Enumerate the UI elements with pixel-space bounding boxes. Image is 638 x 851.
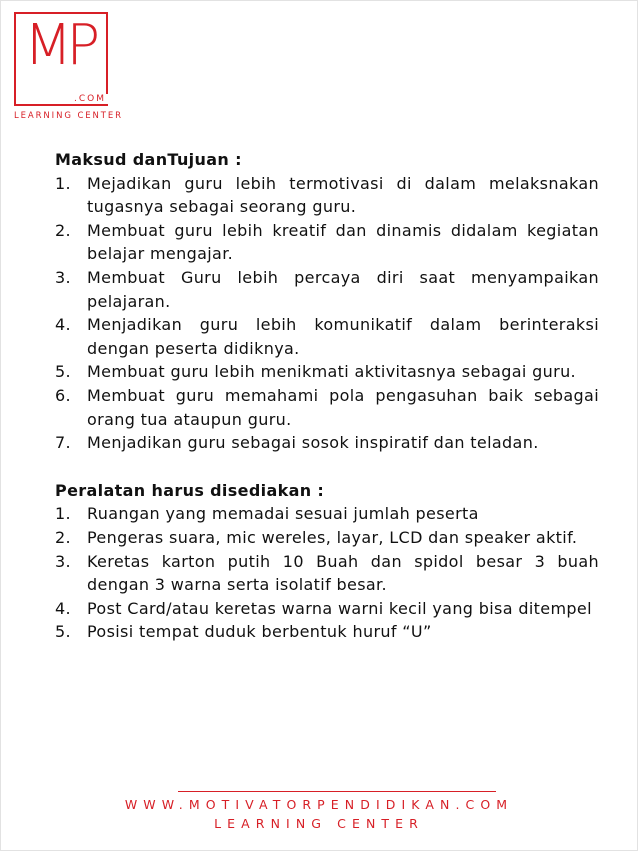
item-number: 5. [55,362,71,382]
list-item [55,502,599,526]
item-number: 7. [55,433,71,453]
goals-list [55,172,599,455]
list-item [55,431,599,455]
logo-tagline: LEARNING CENTER [14,111,123,121]
item-text: Post Card/atau keretas warna warni kecil yang bisa ditempel [87,598,592,618]
list-item [55,384,599,431]
logo-letters: MP [24,13,95,78]
item-number: 6. [55,385,71,405]
item-text: Menjadikan guru lebih komunikatif dalam berinteraksi dengan peserta didiknya. [87,315,599,358]
list-item [55,219,599,266]
item-text: Menjadikan guru sebagai sosok inspiratif dan teladan. [87,433,539,453]
item-text: Keretas karton putih 10 Buah dan spidol besar 3 buah dengan 3 warna serta isolatif besar. [87,551,599,595]
section-title-equipment: Peralatan harus disediakan : [55,480,325,500]
item-number: 1. [55,504,71,524]
item-text: Ruangan yang memadai sesuai jumlah peserta [87,504,479,524]
equipment-list [55,502,599,644]
item-text: Mejadikan guru lebih termotivasi di dalam melaksnakan tugasnya sebagai seorang guru. [87,173,599,217]
footer-divider [178,791,496,792]
document-body [55,148,599,644]
item-number: 3. [55,551,71,571]
item-number: 4. [55,315,71,335]
list-item [55,550,599,597]
item-number: 3. [55,267,71,287]
list-item [55,597,599,621]
list-item [55,360,599,384]
item-text: Membuat guru memahami pola pengasuhan baik sebagai orang tua ataupun guru. [87,385,599,429]
item-number: 2. [55,220,71,240]
item-number: 2. [55,527,71,547]
list-item [55,620,599,644]
footer-website: WWW.MOTIVATORPENDIDIKAN.COM [124,797,514,812]
item-number: 1. [55,173,71,193]
list-item [55,313,599,360]
item-text: Membuat Guru lebih percaya diri saat menyampaikan pelajaran. [87,267,599,311]
list-item [55,526,599,550]
list-item [55,266,599,313]
item-text: Posisi tempat duduk berbentuk huruf “U” [87,622,432,642]
item-text: Membuat guru lebih kreatif dan dinamis didalam kegiatan belajar mengajar. [87,220,599,264]
item-number: 5. [55,622,71,642]
item-text: Membuat guru lebih menikmati aktivitasnya sebagai guru. [87,362,576,382]
section-title-goals: Maksud danTujuan : [55,150,242,169]
logo-suffix: .COM [74,94,106,104]
mp-learning-center-logo [14,12,123,121]
item-number: 4. [55,598,71,618]
section-spacer [55,455,599,479]
list-item [55,172,599,219]
item-text: Pengeras suara, mic wereles, layar, LCD dan speaker aktif. [87,527,578,547]
footer-subtitle: LEARNING CENTER [214,816,424,831]
